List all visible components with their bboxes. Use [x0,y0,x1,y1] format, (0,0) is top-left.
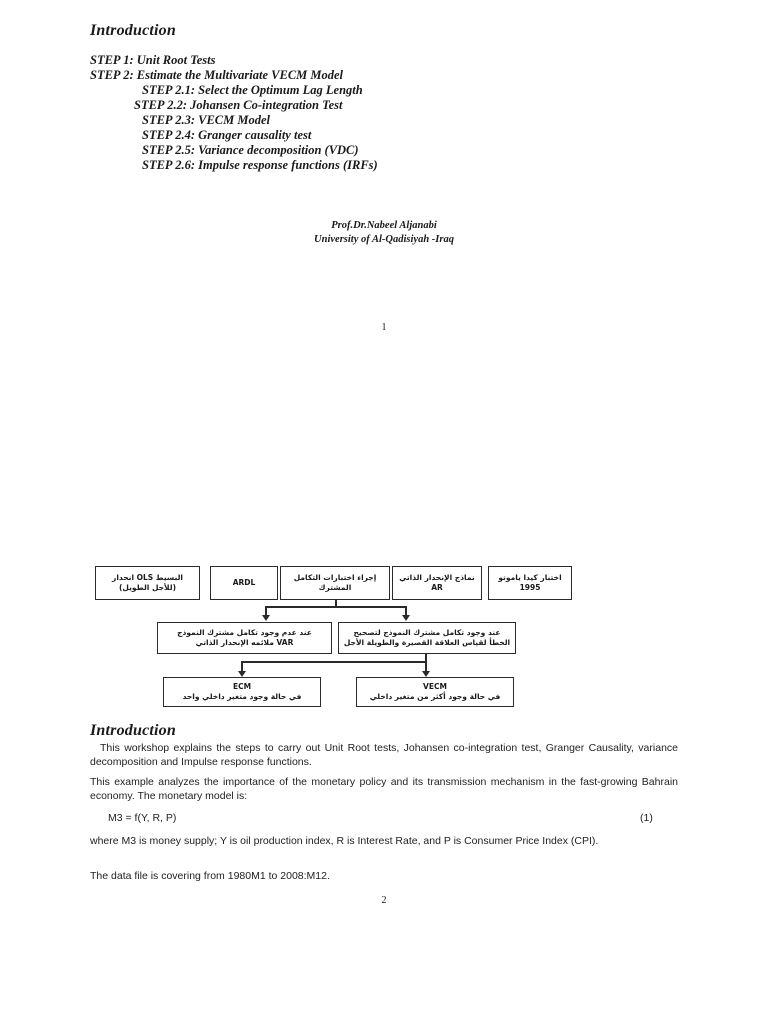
box-ty-line2: 1995 [519,583,541,592]
paragraph-intro: This workshop explains the steps to carry out Unit Root tests, Johansen co-integration test, Granger Causality, variance decomposition and Impulse response functions. [90,742,678,768]
paragraph-variables: where M3 is money supply; Y is oil production index, R is Interest Rate, and P is Consumer Price Index (CPI). [90,835,599,847]
box-vecm [356,677,514,707]
connector-split-1 [265,606,406,608]
box-error-correction [338,622,516,654]
box-cointegration-line2: المشترك [318,583,352,592]
box-ols-line2: (للأجل الطويل) [118,583,176,592]
equation-number: (1) [640,812,653,824]
paragraph-data-file: The data file is covering from 1980M1 to 2008:M12. [90,870,330,882]
box-ols [95,566,200,600]
box-ecm-line2: في حالة وجود متغير داخلي واحد [182,692,302,701]
step-2-4: STEP 2.4: Granger causality test [142,128,312,142]
box-ols-line1: انحدار OLS البسيط [112,573,183,582]
box-ec-line2: الخطأ لقياس العلاقة القصيرة والطويلة الأجل [343,638,511,647]
page-number-2: 2 [381,895,387,906]
page2-heading: Introduction [90,722,176,739]
box-ec-line1: عند وجود تكامل مشترك النموذج لتصحيح [353,628,501,637]
step-2-6: STEP 2.6: Impulse response functions (IRFs) [142,158,378,172]
box-var-line2: ملائمه الإنحدار الذاتي VAR [195,638,294,647]
box-ecm-line1: ECM [232,682,252,691]
connector-split-2 [241,661,426,663]
box-ardl-line1: ARDL [232,578,256,587]
box-ar-line2: AR [431,583,443,592]
author-affiliation: University of Al-Qadisiyah -Iraq [314,234,454,245]
step-2: STEP 2: Estimate the Multivariate VECM Model [90,68,344,82]
page-number-1: 1 [381,322,387,333]
box-cointegration-line1: إجراء اختبارات التكامل [293,573,377,582]
box-ardl [210,566,278,600]
step-2-2: STEP 2.2: Johansen Co-integration Test [134,98,343,112]
equation: M3 = f(Y, R, P) [108,812,177,824]
step-2-1: STEP 2.1: Select the Optimum Lag Length [142,83,363,97]
step-1: STEP 1: Unit Root Tests [90,53,216,67]
step-2-3: STEP 2.3: VECM Model [142,113,271,127]
box-ecm [163,677,321,707]
box-toda-yamamoto [488,566,572,600]
page1-heading: Introduction [90,22,176,39]
box-ty-line1: اختبار كيدا ياموتو [498,573,562,582]
box-var [157,622,332,654]
arrow-down-right-1 [402,615,410,621]
box-vecm-line1: VECM [423,682,447,691]
box-cointegration [280,566,390,600]
step-2-5: STEP 2.5: Variance decomposition (VDC) [142,143,359,157]
box-ar [392,566,482,600]
author-name: Prof.Dr.Nabeel Aljanabi [331,220,437,231]
paragraph-model: This example analyzes the importance of the monetary policy and its transmission mechanism in the fast-growing Bahrain economy. The monetary model is: [90,776,678,802]
box-vecm-line2: في حالة وجود أكثر من متغير داخلي [369,692,501,701]
box-var-line1: عند عدم وجود تكامل مشترك النموذج [177,628,312,637]
box-ar-line1: نماذج الإنحدار الذاتي [399,573,475,582]
arrow-down-left-1 [262,615,270,621]
